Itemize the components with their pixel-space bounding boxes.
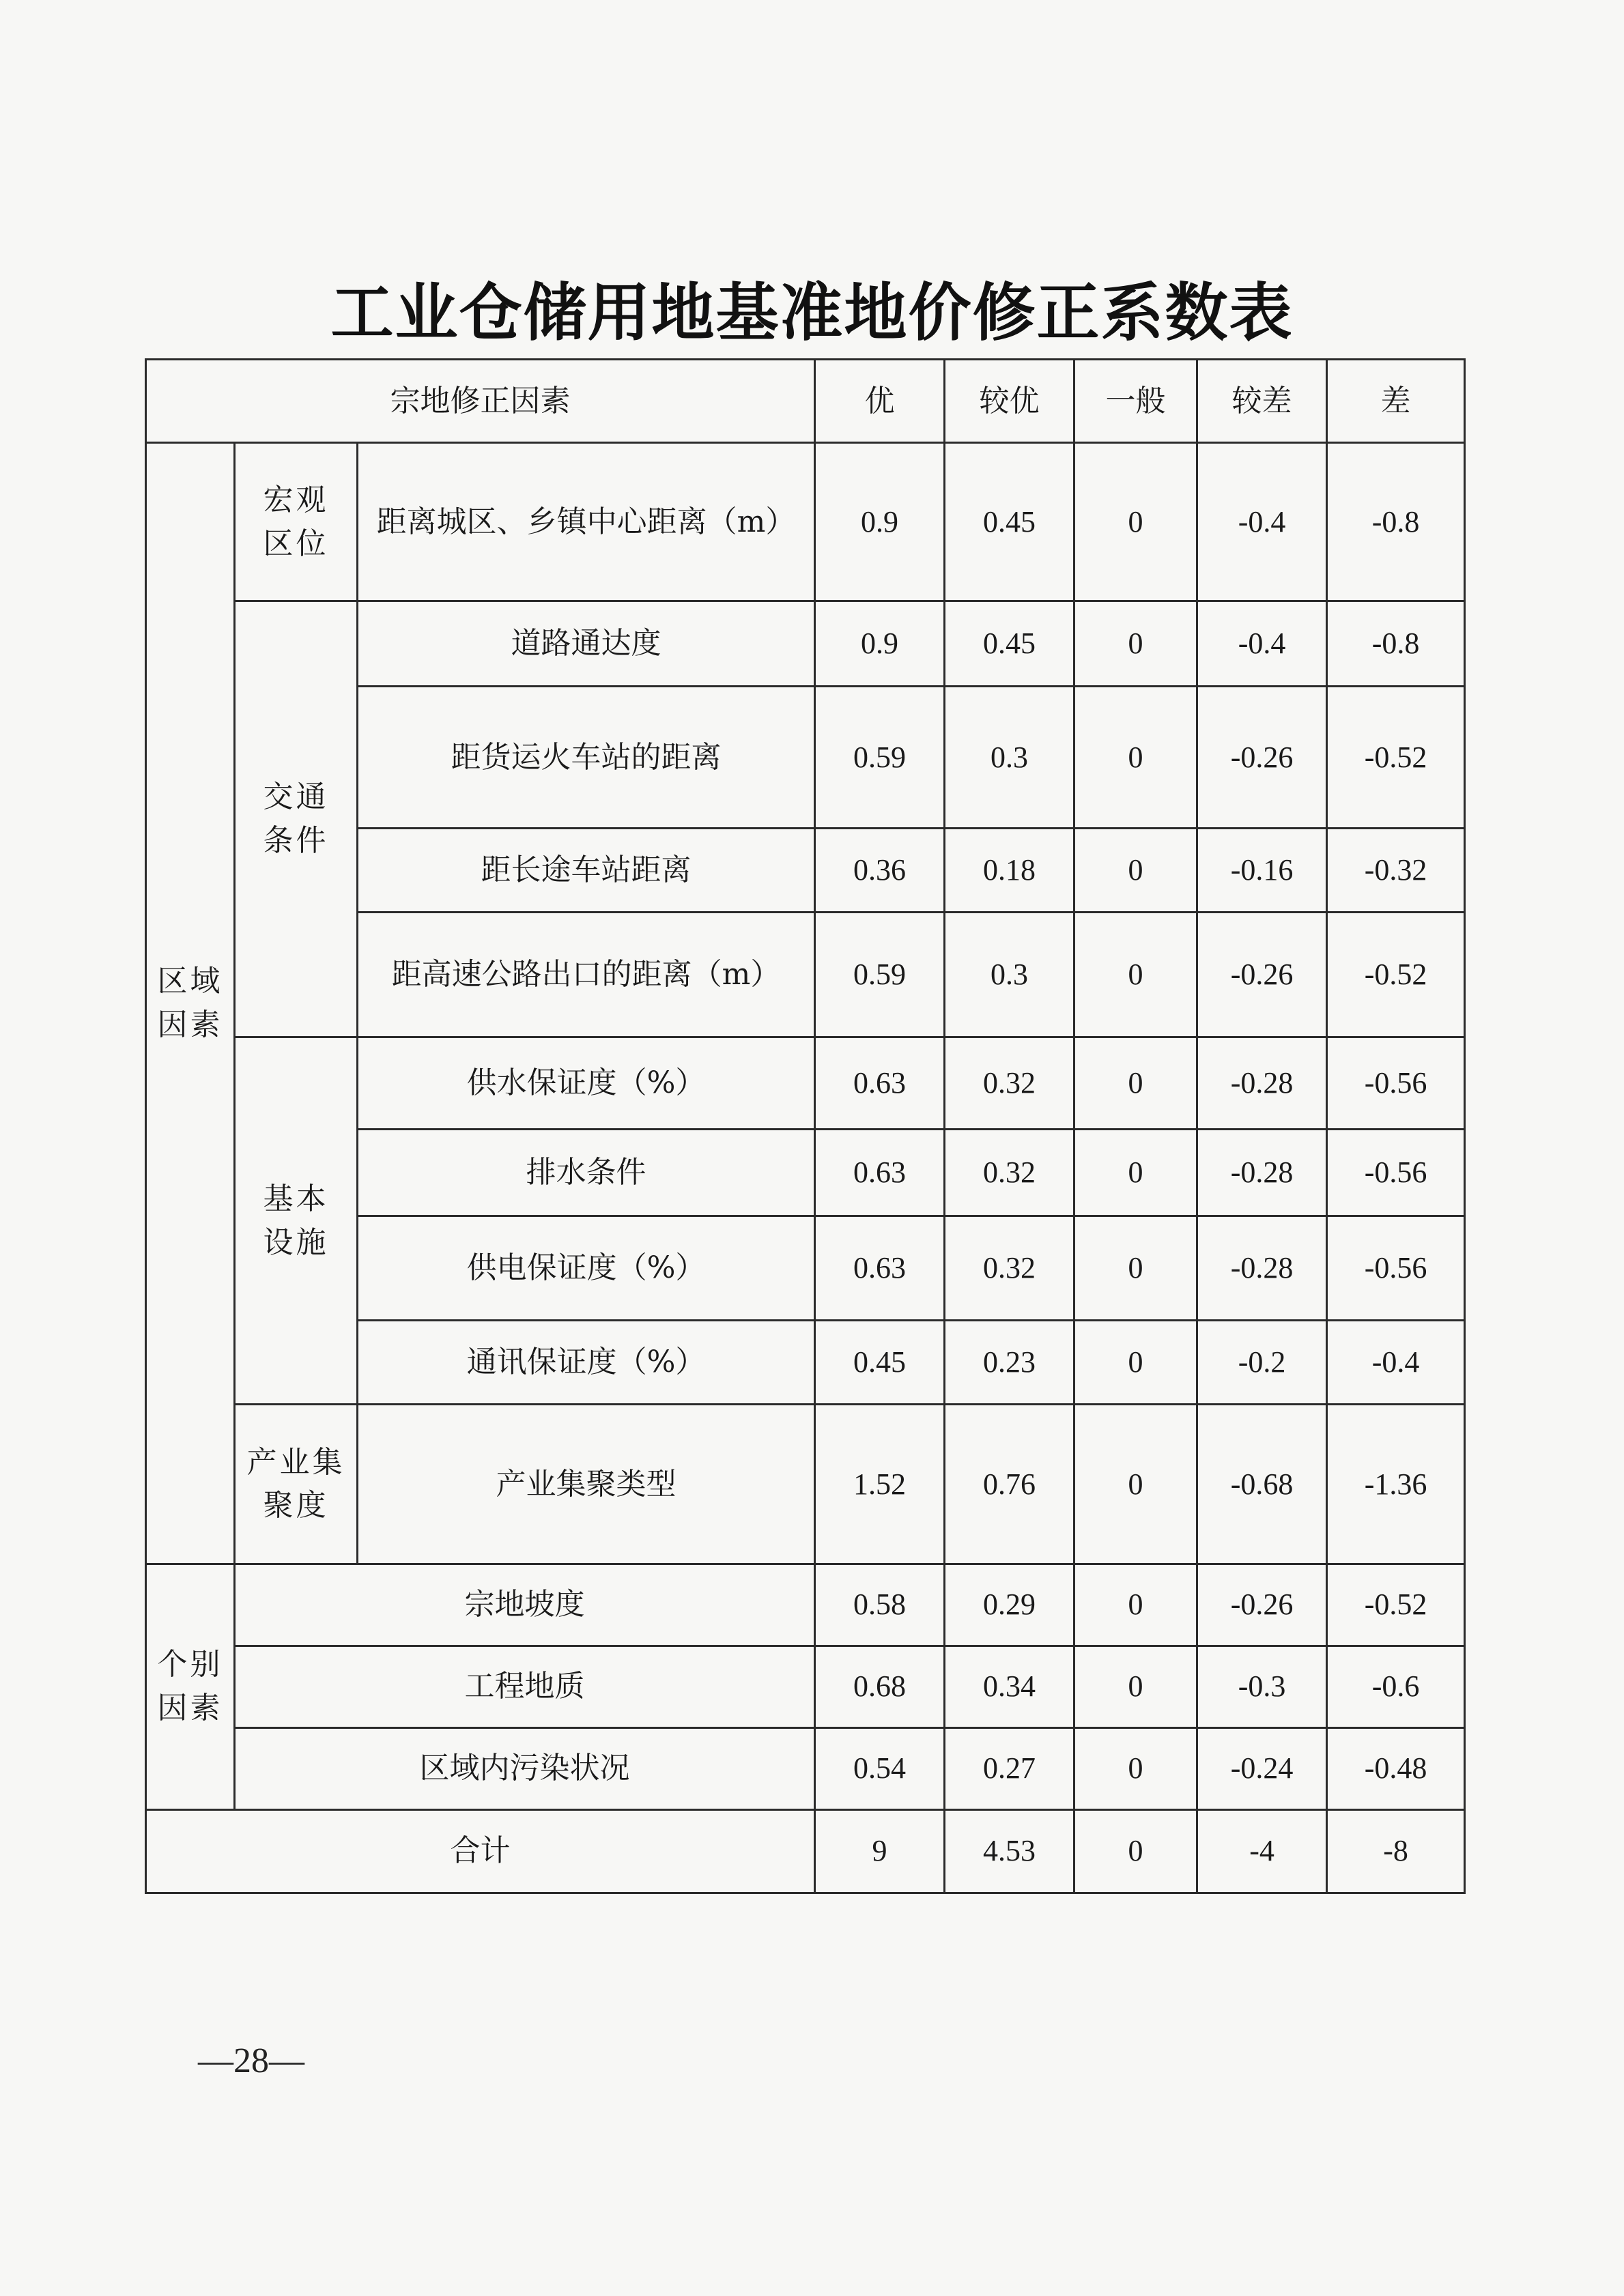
row-label: 距货运火车站的距离: [358, 687, 815, 828]
cell-value: 0: [1074, 1129, 1197, 1216]
row-label: 距离城区、乡镇中心距离（m）: [358, 443, 815, 601]
total-label: 合计: [146, 1809, 815, 1893]
cell-value: 0: [1074, 687, 1197, 828]
cell-value: -0.24: [1197, 1727, 1327, 1809]
cell-value: -0.52: [1327, 1564, 1465, 1646]
cell-value: 0.54: [815, 1727, 945, 1809]
table-row: [146, 601, 1465, 687]
page-number: —28—: [198, 2041, 304, 2080]
cell-value: 0.63: [815, 1037, 945, 1129]
cell-value: 0: [1074, 601, 1197, 687]
table-row: [146, 1405, 1465, 1564]
cell-value: -0.32: [1327, 828, 1465, 912]
row-label: 距高速公路出口的距离（m）: [358, 912, 815, 1037]
row-label: 供水保证度（%）: [358, 1037, 815, 1129]
cell-value: -0.28: [1197, 1037, 1327, 1129]
table-header-row: [146, 360, 1465, 443]
header-grade: 优: [815, 360, 945, 443]
cell-value: 0.59: [815, 687, 945, 828]
row-label: 距长途车站距离: [358, 828, 815, 912]
table-row: [146, 1646, 1465, 1727]
cell-value: 0.58: [815, 1564, 945, 1646]
total-value: 9: [815, 1809, 945, 1893]
header-grade: 较差: [1197, 360, 1327, 443]
cell-value: 0.76: [945, 1405, 1074, 1564]
cell-value: 0.45: [815, 1321, 945, 1405]
cell-value: -0.52: [1327, 687, 1465, 828]
cell-value: -0.52: [1327, 912, 1465, 1037]
cell-value: 0: [1074, 1405, 1197, 1564]
total-value: -4: [1197, 1809, 1327, 1893]
cell-value: 0: [1074, 1727, 1197, 1809]
cell-value: -0.4: [1197, 443, 1327, 601]
cell-value: 0: [1074, 1646, 1197, 1727]
cell-value: -0.2: [1197, 1321, 1327, 1405]
table-row: [146, 443, 1465, 601]
cell-value: 0.9: [815, 443, 945, 601]
total-value: -8: [1327, 1809, 1465, 1893]
cell-value: 0.23: [945, 1321, 1074, 1405]
cell-value: -0.6: [1327, 1646, 1465, 1727]
header-grade: 一般: [1074, 360, 1197, 443]
total-row: [146, 1809, 1465, 1893]
cell-value: -0.8: [1327, 443, 1465, 601]
cell-value: -1.36: [1327, 1405, 1465, 1564]
cell-value: 0: [1074, 828, 1197, 912]
correction-coefficient-table: [145, 358, 1466, 1894]
cell-value: -0.56: [1327, 1216, 1465, 1321]
cell-value: 0: [1074, 1216, 1197, 1321]
header-grade: 差: [1327, 360, 1465, 443]
cell-value: 0.63: [815, 1216, 945, 1321]
row-label: 供电保证度（%）: [358, 1216, 815, 1321]
header-factor: 宗地修正因素: [146, 360, 815, 443]
cell-value: -0.26: [1197, 1564, 1327, 1646]
cell-value: 0.45: [945, 443, 1074, 601]
table-row: [146, 1037, 1465, 1129]
cell-value: 0.68: [815, 1646, 945, 1727]
cell-value: 0.3: [945, 912, 1074, 1037]
cell-value: -0.48: [1327, 1727, 1465, 1809]
cell-value: 1.52: [815, 1405, 945, 1564]
cell-value: 0.45: [945, 601, 1074, 687]
cell-value: -0.4: [1327, 1321, 1465, 1405]
cell-value: 0.32: [945, 1129, 1074, 1216]
cell-value: -0.28: [1197, 1216, 1327, 1321]
cell-value: -0.28: [1197, 1129, 1327, 1216]
cell-value: 0: [1074, 1564, 1197, 1646]
cell-value: 0.32: [945, 1216, 1074, 1321]
cell-value: -0.68: [1197, 1405, 1327, 1564]
table-row: [146, 1727, 1465, 1809]
cell-value: -0.26: [1197, 912, 1327, 1037]
group-individual-factors: 个别 因素: [146, 1564, 235, 1809]
cell-value: -0.26: [1197, 687, 1327, 828]
row-label: 排水条件: [358, 1129, 815, 1216]
cell-value: -0.16: [1197, 828, 1327, 912]
group-regional-factors: 区域 因素: [146, 443, 235, 1564]
cell-value: 0.3: [945, 687, 1074, 828]
cell-value: 0.59: [815, 912, 945, 1037]
cell-value: -0.4: [1197, 601, 1327, 687]
cell-value: -0.3: [1197, 1646, 1327, 1727]
subgroup-industry-agglomeration: 产业集 聚度: [235, 1405, 358, 1564]
cell-value: 0: [1074, 443, 1197, 601]
row-label: 道路通达度: [358, 601, 815, 687]
cell-value: 0.34: [945, 1646, 1074, 1727]
cell-value: 0.18: [945, 828, 1074, 912]
cell-value: 0: [1074, 1321, 1197, 1405]
row-label: 产业集聚类型: [358, 1405, 815, 1564]
row-label: 工程地质: [235, 1646, 815, 1727]
cell-value: 0.32: [945, 1037, 1074, 1129]
cell-value: 0.29: [945, 1564, 1074, 1646]
subgroup-traffic: 交通 条件: [235, 601, 358, 1037]
cell-value: 0.36: [815, 828, 945, 912]
cell-value: 0.27: [945, 1727, 1074, 1809]
page-title: 工业仓储用地基准地价修正系数表: [330, 276, 1294, 349]
subgroup-macro-location: 宏观 区位: [235, 443, 358, 601]
cell-value: -0.56: [1327, 1129, 1465, 1216]
header-grade: 较优: [945, 360, 1074, 443]
row-label: 宗地坡度: [235, 1564, 815, 1646]
cell-value: -0.8: [1327, 601, 1465, 687]
cell-value: 0.9: [815, 601, 945, 687]
total-value: 4.53: [945, 1809, 1074, 1893]
cell-value: 0: [1074, 912, 1197, 1037]
row-label: 区域内污染状况: [235, 1727, 815, 1809]
cell-value: 0.63: [815, 1129, 945, 1216]
row-label: 通讯保证度（%）: [358, 1321, 815, 1405]
total-value: 0: [1074, 1809, 1197, 1893]
table-body: [146, 360, 1465, 1893]
cell-value: 0: [1074, 1037, 1197, 1129]
table-row: [146, 1564, 1465, 1646]
subgroup-infrastructure: 基本 设施: [235, 1037, 358, 1404]
cell-value: -0.56: [1327, 1037, 1465, 1129]
